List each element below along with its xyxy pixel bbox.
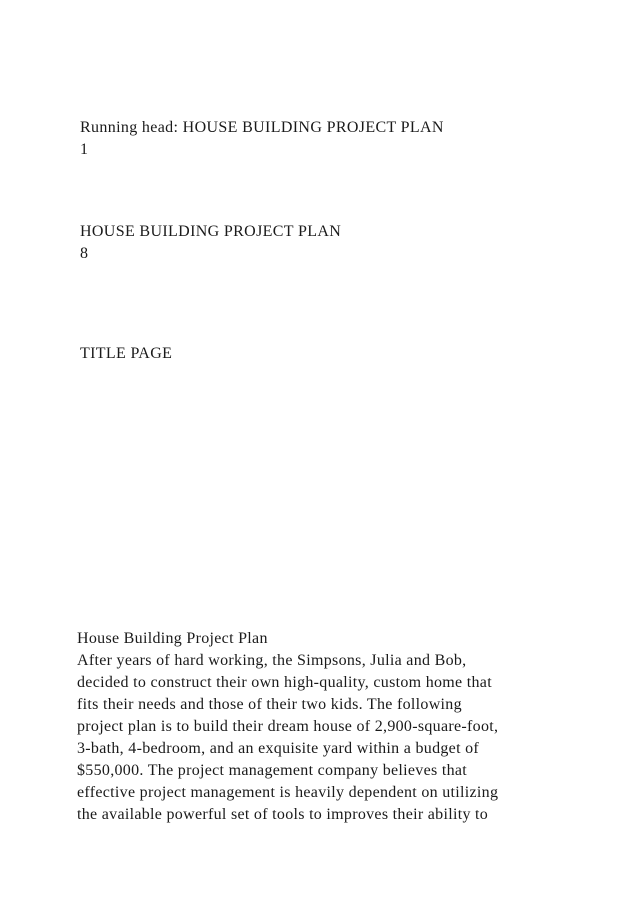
running-head: Running head: HOUSE BUILDING PROJECT PLAN	[80, 119, 444, 136]
paragraph-line: project plan is to build their dream house of 2,900-square-foot,	[77, 718, 499, 735]
paragraph-line: After years of hard working, the Simpsons, Julia and Bob,	[77, 652, 467, 669]
paragraph-line: 3-bath, 4-bedroom, and an exquisite yard within a budget of	[77, 740, 480, 757]
section-heading: House Building Project Plan	[77, 630, 268, 647]
header-title: HOUSE BUILDING PROJECT PLAN	[80, 223, 342, 240]
paragraph-line: $550,000. The project management company believes that	[77, 762, 468, 779]
paragraph-line: the available powerful set of tools to improves their ability to	[77, 806, 489, 823]
page-number-1: 1	[80, 141, 89, 158]
page-number-8: 8	[80, 245, 89, 262]
paragraph-line: effective project management is heavily dependent on utilizing	[77, 784, 499, 801]
title-page-label: TITLE PAGE	[80, 345, 173, 362]
paragraph-line: fits their needs and those of their two kids. The following	[77, 696, 462, 713]
paragraph-line: decided to construct their own high-quality, custom home that	[77, 674, 492, 691]
